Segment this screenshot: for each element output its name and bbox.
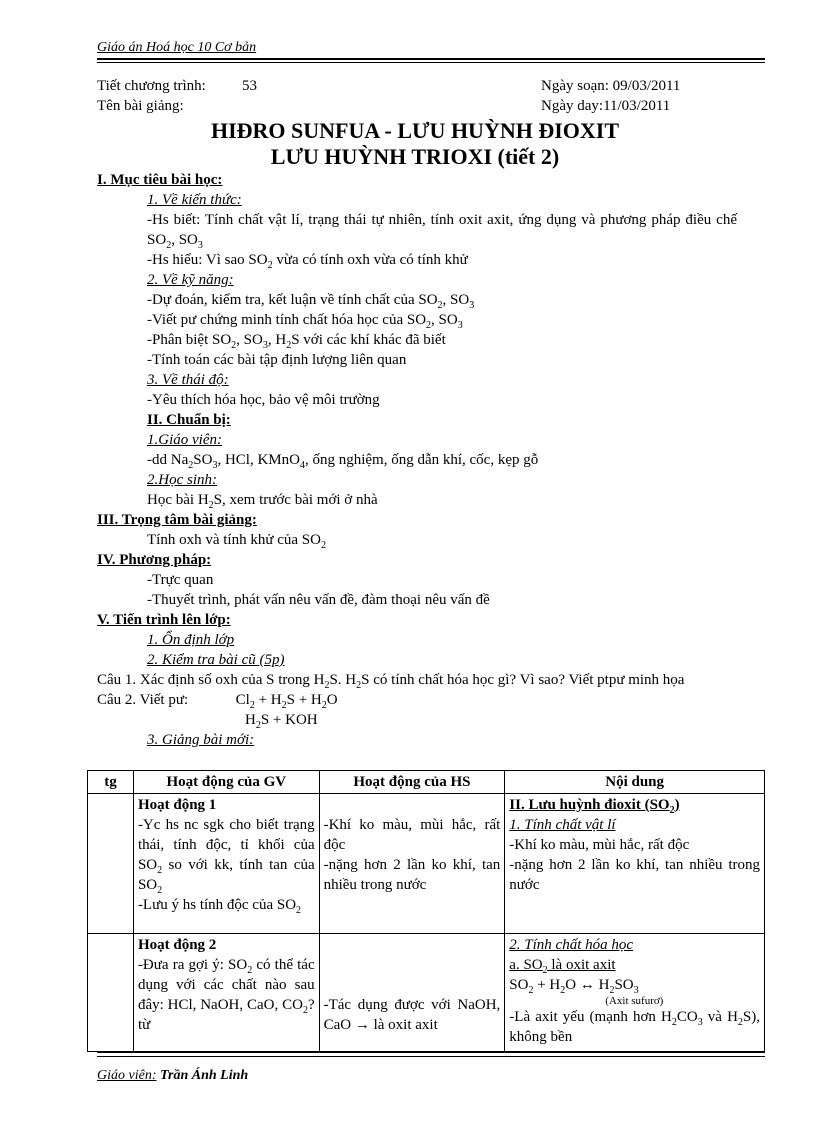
step-class-order: 1. Ổn định lớp [147, 632, 235, 648]
objective-skill-4: -Tính toán các bài tập định lượng liên quan [147, 352, 407, 368]
subsection-student: 2.Học sinh: [147, 472, 217, 488]
col-header-content: Nội dung [505, 771, 765, 794]
content-subtitle: 1. Tính chất vật lí [509, 817, 616, 833]
content-note: (Axit sufurơ) [605, 995, 664, 1007]
lesson-label: Tên bài giảng: [97, 98, 184, 114]
section-preparation: II. Chuẩn bị: [147, 412, 231, 428]
subsection-teacher: 1.Giáo viên: [147, 432, 222, 448]
col-header-student: Hoạt động của HS [319, 771, 505, 794]
header-rule [97, 58, 765, 60]
footer [97, 1068, 248, 1084]
cell-content [505, 934, 765, 1052]
cell-student-activity [319, 794, 505, 934]
method-2: -Thuyết trình, phát vấn nêu vấn đề, đàm thoại nêu vấn đề [147, 592, 490, 608]
section-methods: IV. Phương pháp: [97, 552, 212, 568]
footer-rule [97, 1051, 765, 1053]
student-text: -Tác dụng được với NaOH, CaO → là oxit axit [323, 997, 501, 1033]
focus-text: Tính oxh và tính khử của $SO_2$ [147, 532, 326, 551]
method-1: -Trực quan [147, 572, 214, 588]
table-row [88, 794, 765, 934]
section-objectives: I. Mục tiêu bài học: [97, 172, 223, 188]
running-header: Giáo án Hoá học 10 Cơ bản [97, 40, 257, 55]
equation-1: $Cl_2 + H_2S + H_2O$ [235, 692, 338, 711]
student-text: -nặng hơn 2 lần ko khí, tan nhiều trong nước [323, 857, 501, 893]
section-focus: III. Trọng tâm bài giảng: [97, 512, 257, 528]
cell-time [88, 794, 134, 934]
header-rule-thin [97, 62, 765, 63]
subsection-skills: 2. Về kỹ năng: [147, 272, 234, 288]
equation-2: $H_2S$ + KOH [245, 712, 318, 731]
cell-content [505, 794, 765, 934]
objective-attitude-1: -Yêu thích hóa học, bảo vệ môi trường [147, 392, 380, 408]
content-equation: $SO_2 + H_2O$ ↔ $H_2SO_3$ [509, 977, 639, 996]
lesson-body [97, 170, 737, 750]
review-question-1: Câu 1. Xác định số oxh của S trong $H_2S$. $H_2S$ có tính chất hóa học gì? Vì sao? Viết ptpư minh họa [97, 672, 685, 691]
teacher-text: -Đưa ra gợi ý: $SO_2$ có thể tác dụng với các chất nào sau đây: HCl, NaOH, CaO, $CO_2$? từ [137, 957, 315, 1033]
content-text: -Là axit yếu (mạnh hơn $H_2CO_3$ và $H_2S$), không bền [509, 1009, 760, 1045]
review-question-2 [97, 690, 737, 710]
prep-student-items: Học bài $H_2S$, xem trước bài mới ở nhà [147, 492, 378, 511]
subsection-attitude: 3. Về thái độ: [147, 372, 229, 388]
cell-teacher-activity [133, 934, 319, 1052]
content-title: II. Lưu huỳnh đioxit $(SO_2)$ [509, 797, 680, 816]
teacher-name: Trần Ánh Linh [159, 1068, 249, 1083]
program-value: 53 [242, 78, 257, 94]
question-2-label: Câu 2. Viết pư: [97, 692, 189, 708]
section-procedure: V. Tiến trình lên lớp: [97, 612, 231, 628]
title-line-1: HIĐRO SUNFUA - LƯU HUỲNH ĐIOXIT [210, 118, 620, 143]
title-line-2: LƯU HUỲNH TRIOXI (tiết 2) [270, 144, 560, 169]
col-header-time: tg [88, 771, 134, 794]
subsection-knowledge: 1. Về kiến thức: [147, 192, 242, 208]
objective-skill-3: -Phân biệt $SO_2$, $SO_3$, $H_2S$ với các khí khác đã biết [147, 332, 446, 351]
col-header-teacher: Hoạt động của GV [133, 771, 319, 794]
footer-label: Giáo viên: [97, 1068, 157, 1083]
cell-teacher-activity [133, 794, 319, 934]
student-text: -Khí ko màu, mùi hắc, rất độc [323, 817, 501, 853]
content-text: -nặng hơn 2 lần ko khí, tan nhiều trong nước [509, 857, 760, 893]
teach-date: Ngày day:11/03/2011 [541, 98, 671, 114]
content-text: -Khí ko màu, mùi hắc, rất độc [509, 837, 690, 853]
objective-skill-2: -Viết pư chứng minh tính chất hóa học của $SO_2$, $SO_3$ [147, 312, 463, 331]
step-new-lesson: 3. Giảng bài mới: [147, 732, 255, 748]
objective-know-2: -Hs hiểu: Vì sao $SO_2$ vừa có tính oxh vừa có tính khử [147, 252, 468, 271]
content-point: a. $SO_2$ là oxit axit [509, 957, 616, 976]
activity-title: Hoạt động 1 [137, 797, 217, 813]
compose-date: Ngày soạn: 09/03/2011 [541, 78, 681, 94]
content-subtitle: 2. Tính chất hóa học [509, 937, 634, 953]
teacher-text: -Lưu ý hs tính độc của $SO_2$ [137, 897, 302, 916]
objective-skill-1: -Dự đoán, kiểm tra, kết luận về tính chất của $SO_2$, $SO_3$ [147, 292, 475, 311]
prep-teacher-items: -dd $Na_2SO_3$, HCl, KMnO$_4$, ống nghiệm, ống dẫn khí, cốc, kẹp gỗ [147, 452, 539, 471]
cell-student-activity [319, 934, 505, 1052]
activity-title: Hoạt động 2 [137, 937, 217, 953]
program-label: Tiết chương trình: [97, 78, 206, 94]
table-row [88, 934, 765, 1052]
objective-know-1: -Hs biết: Tính chất vật lí, trạng thái tự nhiên, tính oxit axit, ứng dụng và phương pháp điều chế $SO_2$, $SO_3$ [147, 212, 737, 251]
lesson-plan-table [87, 770, 765, 1052]
footer-rule-thin [97, 1056, 765, 1057]
cell-time [88, 934, 134, 1052]
teacher-text: -Yc hs nc sgk cho biết trạng thái, tính độc, tỉ khối của $SO_2$ so với kk, tính tan của $SO_2$ [137, 817, 315, 896]
table-header-row [88, 771, 765, 794]
step-review: 2. Kiểm tra bài cũ (5p) [147, 652, 285, 668]
